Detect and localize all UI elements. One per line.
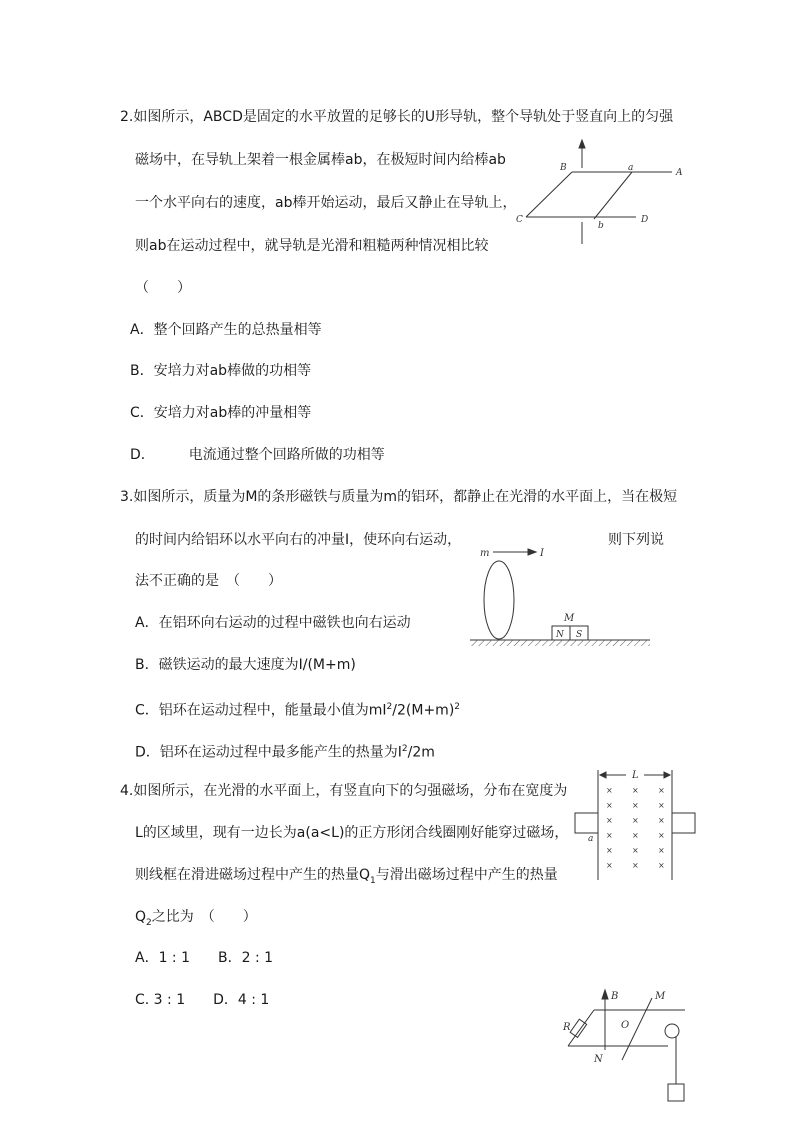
field-cross-mark: × xyxy=(632,831,639,840)
q3-option-c-sup2: 2 xyxy=(454,702,461,712)
field-cross-mark: × xyxy=(632,846,639,855)
field-cross-mark: × xyxy=(606,846,613,855)
field-cross-mark: × xyxy=(658,831,665,840)
q2-answer-paren: （ ） xyxy=(135,280,191,296)
q2-option-d-text: 电流通过整个回路所做的功相等 xyxy=(188,447,385,463)
q3-option-d-post: /2m xyxy=(407,744,435,761)
field-cross-mark: × xyxy=(632,861,639,870)
q5-label-N: N xyxy=(594,1054,603,1065)
q4-stem-line-3-pre: 则线框在滑进磁场过程中产生的热量Q xyxy=(135,867,371,883)
q4-stem-line-4-post: 之比为 （ ） xyxy=(151,909,257,925)
q3-stem-line-1: 3.如图所示，质量为M的条形磁铁与质量为m的铝环，都静止在光滑的水平面上，当在极短 xyxy=(120,489,678,505)
q3-stem-line-2b: 则下列说 xyxy=(608,532,664,548)
q3-option-c-pre: C．铝环在运动过程中，能量最小值为mI xyxy=(135,702,387,719)
field-cross-mark: × xyxy=(632,786,639,795)
q4-stem-line-3-sub: 1 xyxy=(370,875,376,886)
q2-stem-line-2: 磁场中，在导轨上架着一根金属棒ab，在极短时间内给棒ab xyxy=(135,152,506,168)
q2-label-C: C xyxy=(516,215,523,225)
q2-option-d-letter: D． xyxy=(130,447,155,463)
field-cross-mark: × xyxy=(658,861,665,870)
q3-label-M: M xyxy=(564,613,575,624)
q5-label-R: R xyxy=(563,1022,571,1033)
q2-label-a: a xyxy=(628,163,634,173)
q2-label-A: A xyxy=(676,168,683,178)
q3-label-S: S xyxy=(576,630,583,640)
q2-label-b: b xyxy=(598,221,604,231)
field-cross-mark: × xyxy=(658,786,665,795)
q4-options-row-2: C. 3 : 1 D．4 : 1 xyxy=(135,992,270,1008)
field-cross-mark: × xyxy=(606,786,613,795)
q4-stem-line-1: 4.如图所示，在光滑的水平面上，有竖直向下的匀强磁场，分布在宽度为 xyxy=(120,783,568,799)
q3-stem-line-3: 法不正确的是 （ ） xyxy=(135,573,282,589)
q3-stem-line-2a: 的时间内给铝环以水平向右的冲量I，使环向右运动， xyxy=(135,532,462,548)
field-cross-mark: × xyxy=(658,801,665,810)
field-cross-mark: × xyxy=(632,816,639,825)
q2-stem-line-4: 则ab在运动过程中，就导轨是光滑和粗糙两种情况相比较 xyxy=(135,238,489,254)
q3-label-N: N xyxy=(556,630,564,640)
q4-stem-line-4-pre: Q xyxy=(135,909,147,925)
q3-option-d-pre: D．铝环在运动过程中最多能产生的热量为I xyxy=(135,744,402,761)
q2-stem-line-3: 一个水平向右的速度，ab棒开始运动，最后又静止在导轨上， xyxy=(135,195,517,211)
q3-option-c-mid: /2(M+m) xyxy=(392,702,455,719)
q3-label-m: m xyxy=(480,548,490,559)
q2-option-a: A．整个回路产生的总热量相等 xyxy=(130,322,322,338)
q5-label-B: B xyxy=(611,991,619,1002)
q4-label-a: a xyxy=(588,834,594,844)
q3-option-a: A．在铝环向右运动的过程中磁铁也向右运动 xyxy=(135,615,411,631)
q4-stem-line-4-sub: 2 xyxy=(146,917,152,928)
q4-stem-line-3-post: 与滑出磁场过程中产生的热量 xyxy=(375,867,558,883)
field-cross-mark: × xyxy=(606,861,613,870)
field-cross-mark: × xyxy=(606,831,613,840)
field-cross-mark: × xyxy=(606,801,613,810)
q2-stem-line-1: 2.如图所示，ABCD是固定的水平放置的足够长的U形导轨，整个导轨处于竖直向上的匀强 xyxy=(120,109,674,125)
q5-label-M: M xyxy=(655,991,666,1002)
q4-stem-line-2: L的区域里，现有一边长为a(a<L)的正方形闭合线圈刚好能穿过磁场， xyxy=(135,825,569,841)
q2-option-c: C．安培力对ab棒的冲量相等 xyxy=(130,405,312,421)
q5-label-O: O xyxy=(621,1020,630,1031)
field-cross-mark: × xyxy=(658,846,665,855)
q3-label-I: I xyxy=(540,548,544,559)
q4-label-L: L xyxy=(632,770,639,781)
q3-option-c-sup1: 2 xyxy=(386,702,393,712)
q4-options-row-1: A．1 : 1 B．2 : 1 xyxy=(135,950,274,966)
field-cross-mark: × xyxy=(658,816,665,825)
q2-label-B: B xyxy=(560,163,567,173)
field-cross-mark: × xyxy=(606,816,613,825)
q2-option-b: B．安培力对ab棒做的功相等 xyxy=(130,363,312,379)
q3-option-d-sup: 2 xyxy=(401,744,408,754)
q2-label-D: D xyxy=(641,215,649,225)
q3-option-b: B．磁铁运动的最大速度为I/(M+m) xyxy=(135,657,356,673)
field-cross-mark: × xyxy=(632,801,639,810)
